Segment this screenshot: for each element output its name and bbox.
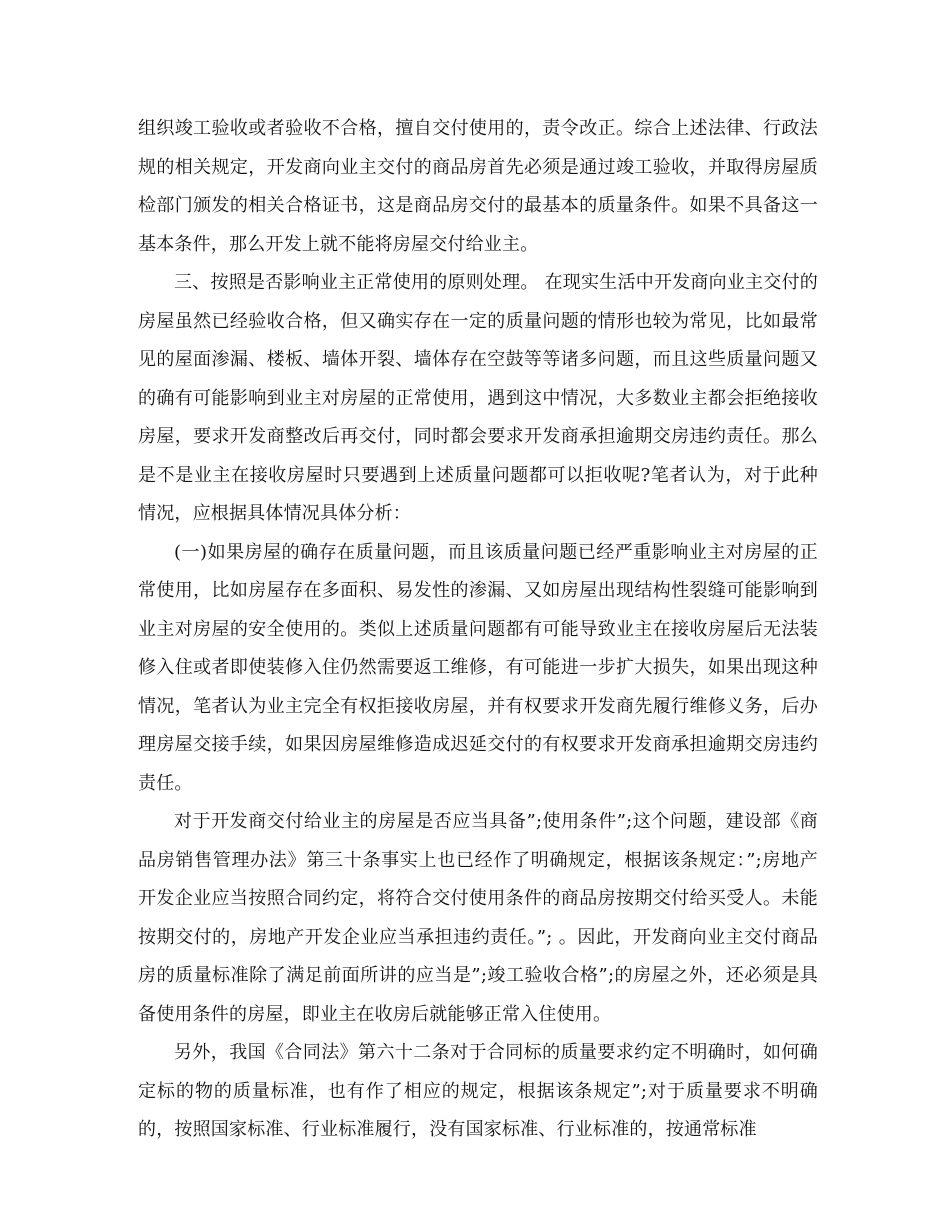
paragraph-case-one: (一)如果房屋的确存在质量问题，而且该质量问题已经严重影响业主对房屋的正常使用，比如房屋存在多面积、易发性的渗漏、又如房屋出现结构性裂缝可能影响到业主对房屋的安全使用的。类似上述质量问题都有可能导致业主在接收房屋后无法装修入住或者即使装修入住仍然需要返工维修，有可能进一步扩大损失，如果出现这种情况，笔者认为业主完全有权拒接收房屋，并有权要求开发商先履行维修义务，后办理房屋交接手续，如果因房屋维修造成迟延交付的有权要求开发商承担逾期交房违约责任。	[138, 541, 818, 794]
document-body	[138, 110, 818, 1150]
paragraph-usage-conditions: 对于开发商交付给业主的房屋是否应当具备”;使用条件”;这个问题，建设部《商品房销售管理办法》第三十条事实上也已经作了明确规定，根据该条规定：”;房地产开发企业应当按照合同约定，将符合交付使用条件的商品房按期交付给买受人。未能按期交付的，房地产开发企业应当承担违约责任。”; 。因此，开发商向业主交付商品房的质量标准除了满足前面所讲的应当是”;竣工验收合格”;的房屋之外，还必须是具备使用条件的房屋，即业主在收房后就能够正常入住使用。	[138, 811, 818, 1025]
paragraph-continuation: 组织竣工验收或者验收不合格，擅自交付使用的，责令改正。综合上述法律、行政法规的相关规定，开发商向业主交付的商品房首先必须是通过竣工验收，并取得房屋质检部门颁发的相关合格证书，这是商品房交付的最基本的质量条件。如果不具备这一基本条件，那么开发上就不能将房屋交付给业主。	[138, 118, 818, 255]
paragraph-principle-three: 三、按照是否影响业主正常使用的原则处理。 在现实生活中开发商向业主交付的房屋虽然已经验收合格，但又确实存在一定的质量问题的情形也较为常见，比如最常见的屋面渗漏、楼板、墙体开裂、墙体存在空鼓等等诸多问题，而且这些质量问题又的确有可能影响到业主对房屋的正常使用，遇到这中情况，大多数业主都会拒绝接收房屋，要求开发商整改后再交付，同时都会要求开发商承担逾期交房违约责任。那么是不是业主在接收房屋时只要遇到上述质量问题都可以拒收呢?笔者认为，对于此种情况，应根据具体情况具体分析：	[138, 272, 818, 524]
paragraph-contract-law: 另外，我国《合同法》第六十二条对于合同标的质量要求约定不明确时，如何确定标的物的质量标准，也有作了相应的规定，根据该条规定”;对于质量要求不明确的，按照国家标准、行业标准履行，没有国家标准、行业标准的，按通常标准	[138, 1042, 818, 1140]
